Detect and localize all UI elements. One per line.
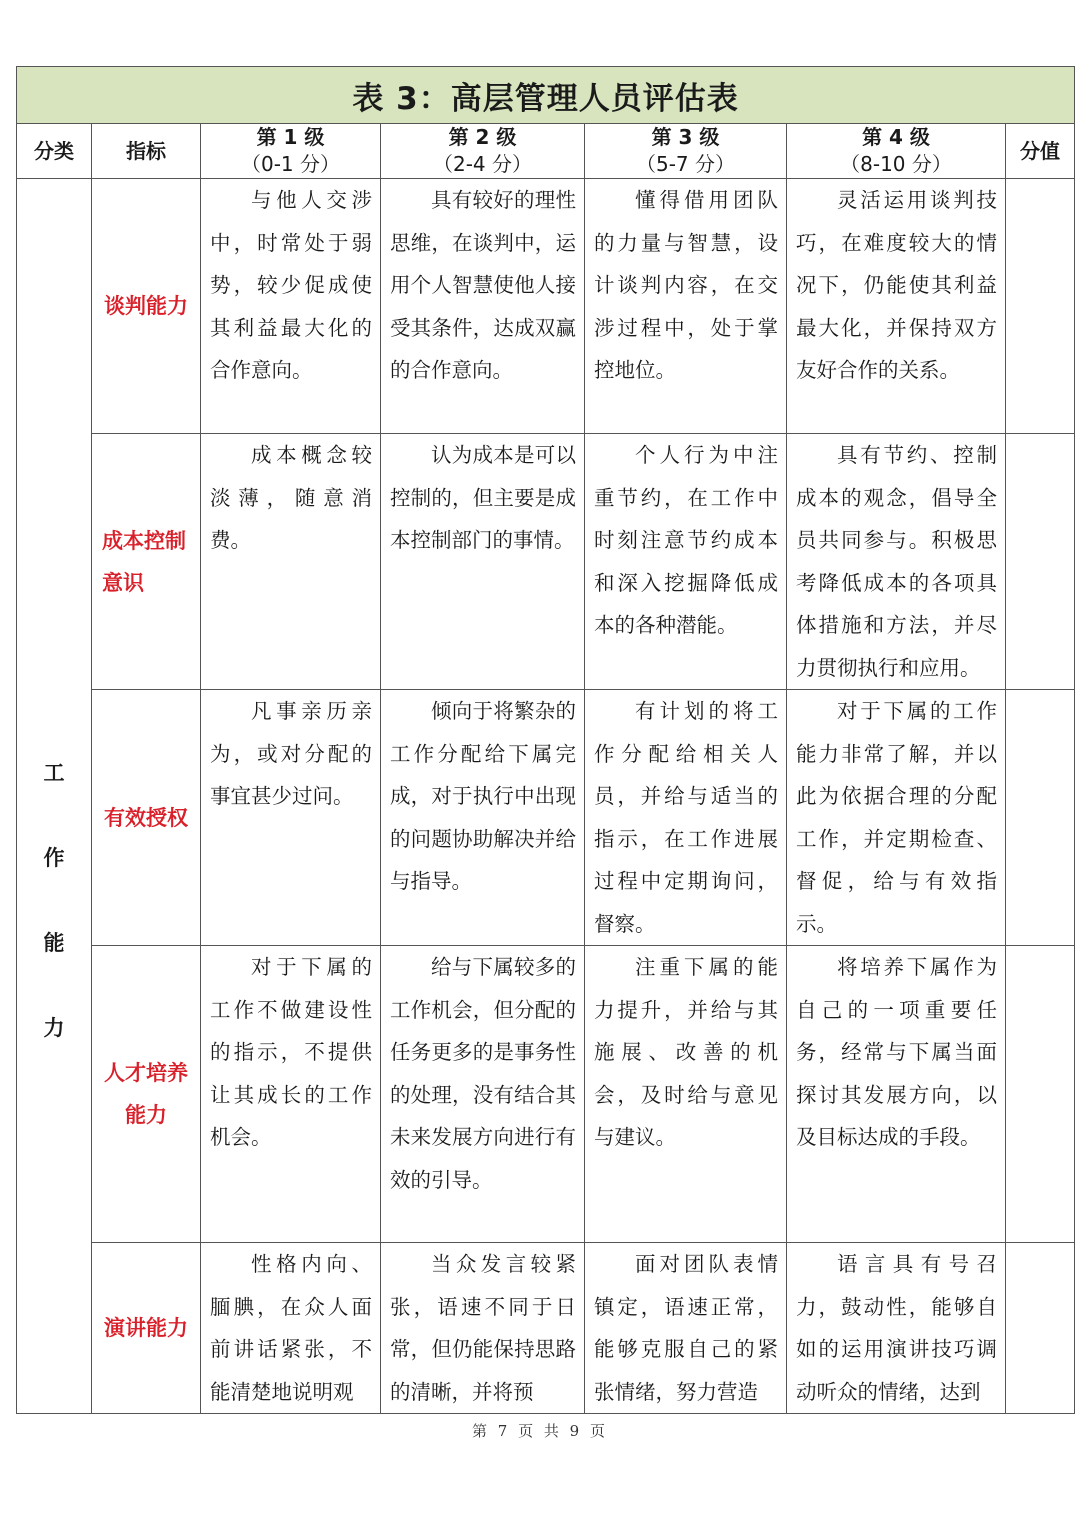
indicator-label: 有效授权: [92, 690, 201, 946]
score-cell[interactable]: [1006, 690, 1075, 946]
level-4-desc: 具有节约、控制成本的观念，倡导全员共同参与。积极思考降低成本的各项具体措施和方法，并尽力贯彻执行和应用。: [787, 434, 1006, 690]
table-row: [17, 1243, 1075, 1414]
category-char: 力: [43, 1016, 65, 1040]
level-2-desc: 认为成本是可以控制的，但主要是成本控制部门的事情。: [381, 434, 585, 690]
level-3-desc: 个人行为中注重节约，在工作中时刻注意节约成本和深入挖掘降低成本的各种潜能。: [585, 434, 787, 690]
level-4-desc: 将培养下属作为自己的一项重要任务，经常与下属当面探讨其发展方向，以及目标达成的手段。: [787, 946, 1006, 1243]
score-cell[interactable]: [1006, 434, 1075, 690]
level-2-desc: 具有较好的理性思维，在谈判中，运用个人智慧使他人接受其条件，达成双赢的合作意向。: [381, 179, 585, 434]
level-1-desc: 成本概念较淡薄，随意消费。: [201, 434, 381, 690]
header-level-1-range: （0-1 分）: [240, 152, 341, 176]
indicator-label: 演讲能力: [92, 1243, 201, 1414]
level-1-desc: 凡事亲历亲为，或对分配的事宜甚少过问。: [201, 690, 381, 946]
table-row: [17, 690, 1075, 946]
header-level-2-name: 第 2 级: [448, 125, 517, 149]
score-cell[interactable]: [1006, 179, 1075, 434]
header-level-4: [787, 124, 1006, 179]
level-1-desc: 性格内向、腼腆，在众人面前讲话紧张，不能清楚地说明观: [201, 1243, 381, 1414]
category-char: 作: [43, 846, 65, 870]
level-1-desc: 与他人交涉中，时常处于弱势，较少促成使其利益最大化的合作意向。: [201, 179, 381, 434]
score-cell[interactable]: [1006, 1243, 1075, 1414]
level-4-desc: 灵活运用谈判技巧，在难度较大的情况下，仍能使其利益最大化，并保持双方友好合作的关系。: [787, 179, 1006, 434]
header-indicator: 指标: [92, 124, 201, 179]
level-3-desc: 有计划的将工作分配给相关人员，并给与适当的指示，在工作进展过程中定期询问，督察。: [585, 690, 787, 946]
header-level-1-name: 第 1 级: [256, 125, 325, 149]
header-level-3-name: 第 3 级: [651, 125, 720, 149]
level-1-desc: 对于下属的工作不做建设性的指示，不提供让其成长的工作机会。: [201, 946, 381, 1243]
category-char: 能: [43, 931, 65, 955]
table-row: [17, 179, 1075, 434]
header-level-2-range: （2-4 分）: [432, 152, 533, 176]
header-level-3: [585, 124, 787, 179]
level-2-desc: 倾向于将繁杂的工作分配给下属完成，对于执行中出现的问题协助解决并给与指导。: [381, 690, 585, 946]
indicator-label: 成本控制意识: [92, 434, 201, 690]
category-work-ability: [17, 179, 92, 1414]
header-category: 分类: [17, 124, 92, 179]
header-level-1: [201, 124, 381, 179]
assessment-table: [16, 66, 1075, 1414]
level-4-desc: 对于下属的工作能力非常了解，并以此为依据合理的分配工作，并定期检查、督促，给与有效指示。: [787, 690, 1006, 946]
level-2-desc: 当众发言较紧张，语速不同于日常，但仍能保持思路的清晰，并将预: [381, 1243, 585, 1414]
table-row: [17, 946, 1075, 1243]
header-level-2: [381, 124, 585, 179]
level-3-desc: 面对团队表情镇定，语速正常，能够克服自己的紧张情绪，努力营造: [585, 1243, 787, 1414]
score-cell[interactable]: [1006, 946, 1075, 1243]
level-3-desc: 注重下属的能力提升，并给与其施展、改善的机会，及时给与意见与建议。: [585, 946, 787, 1243]
page-footer: 第 7 页 共 9 页: [472, 1422, 608, 1440]
header-level-3-range: （5-7 分）: [635, 152, 736, 176]
header-score: 分值: [1006, 124, 1075, 179]
indicator-label: 谈判能力: [92, 179, 201, 434]
header-level-4-range: （8-10 分）: [840, 152, 952, 176]
level-3-desc: 懂得借用团队的力量与智慧，设计谈判内容，在交涉过程中，处于掌控地位。: [585, 179, 787, 434]
table-title: 表 3：高层管理人员评估表: [17, 67, 1075, 124]
level-4-desc: 语言具有号召力，鼓动性，能够自如的运用演讲技巧调动听众的情绪，达到: [787, 1243, 1006, 1414]
table-row: [17, 434, 1075, 690]
level-2-desc: 给与下属较多的工作机会，但分配的任务更多的是事务性的处理，没有结合其未来发展方向进行有效的引导。: [381, 946, 585, 1243]
indicator-label: 人才培养能力: [92, 946, 201, 1243]
category-char: 工: [43, 761, 65, 785]
header-level-4-name: 第 4 级: [862, 125, 930, 149]
